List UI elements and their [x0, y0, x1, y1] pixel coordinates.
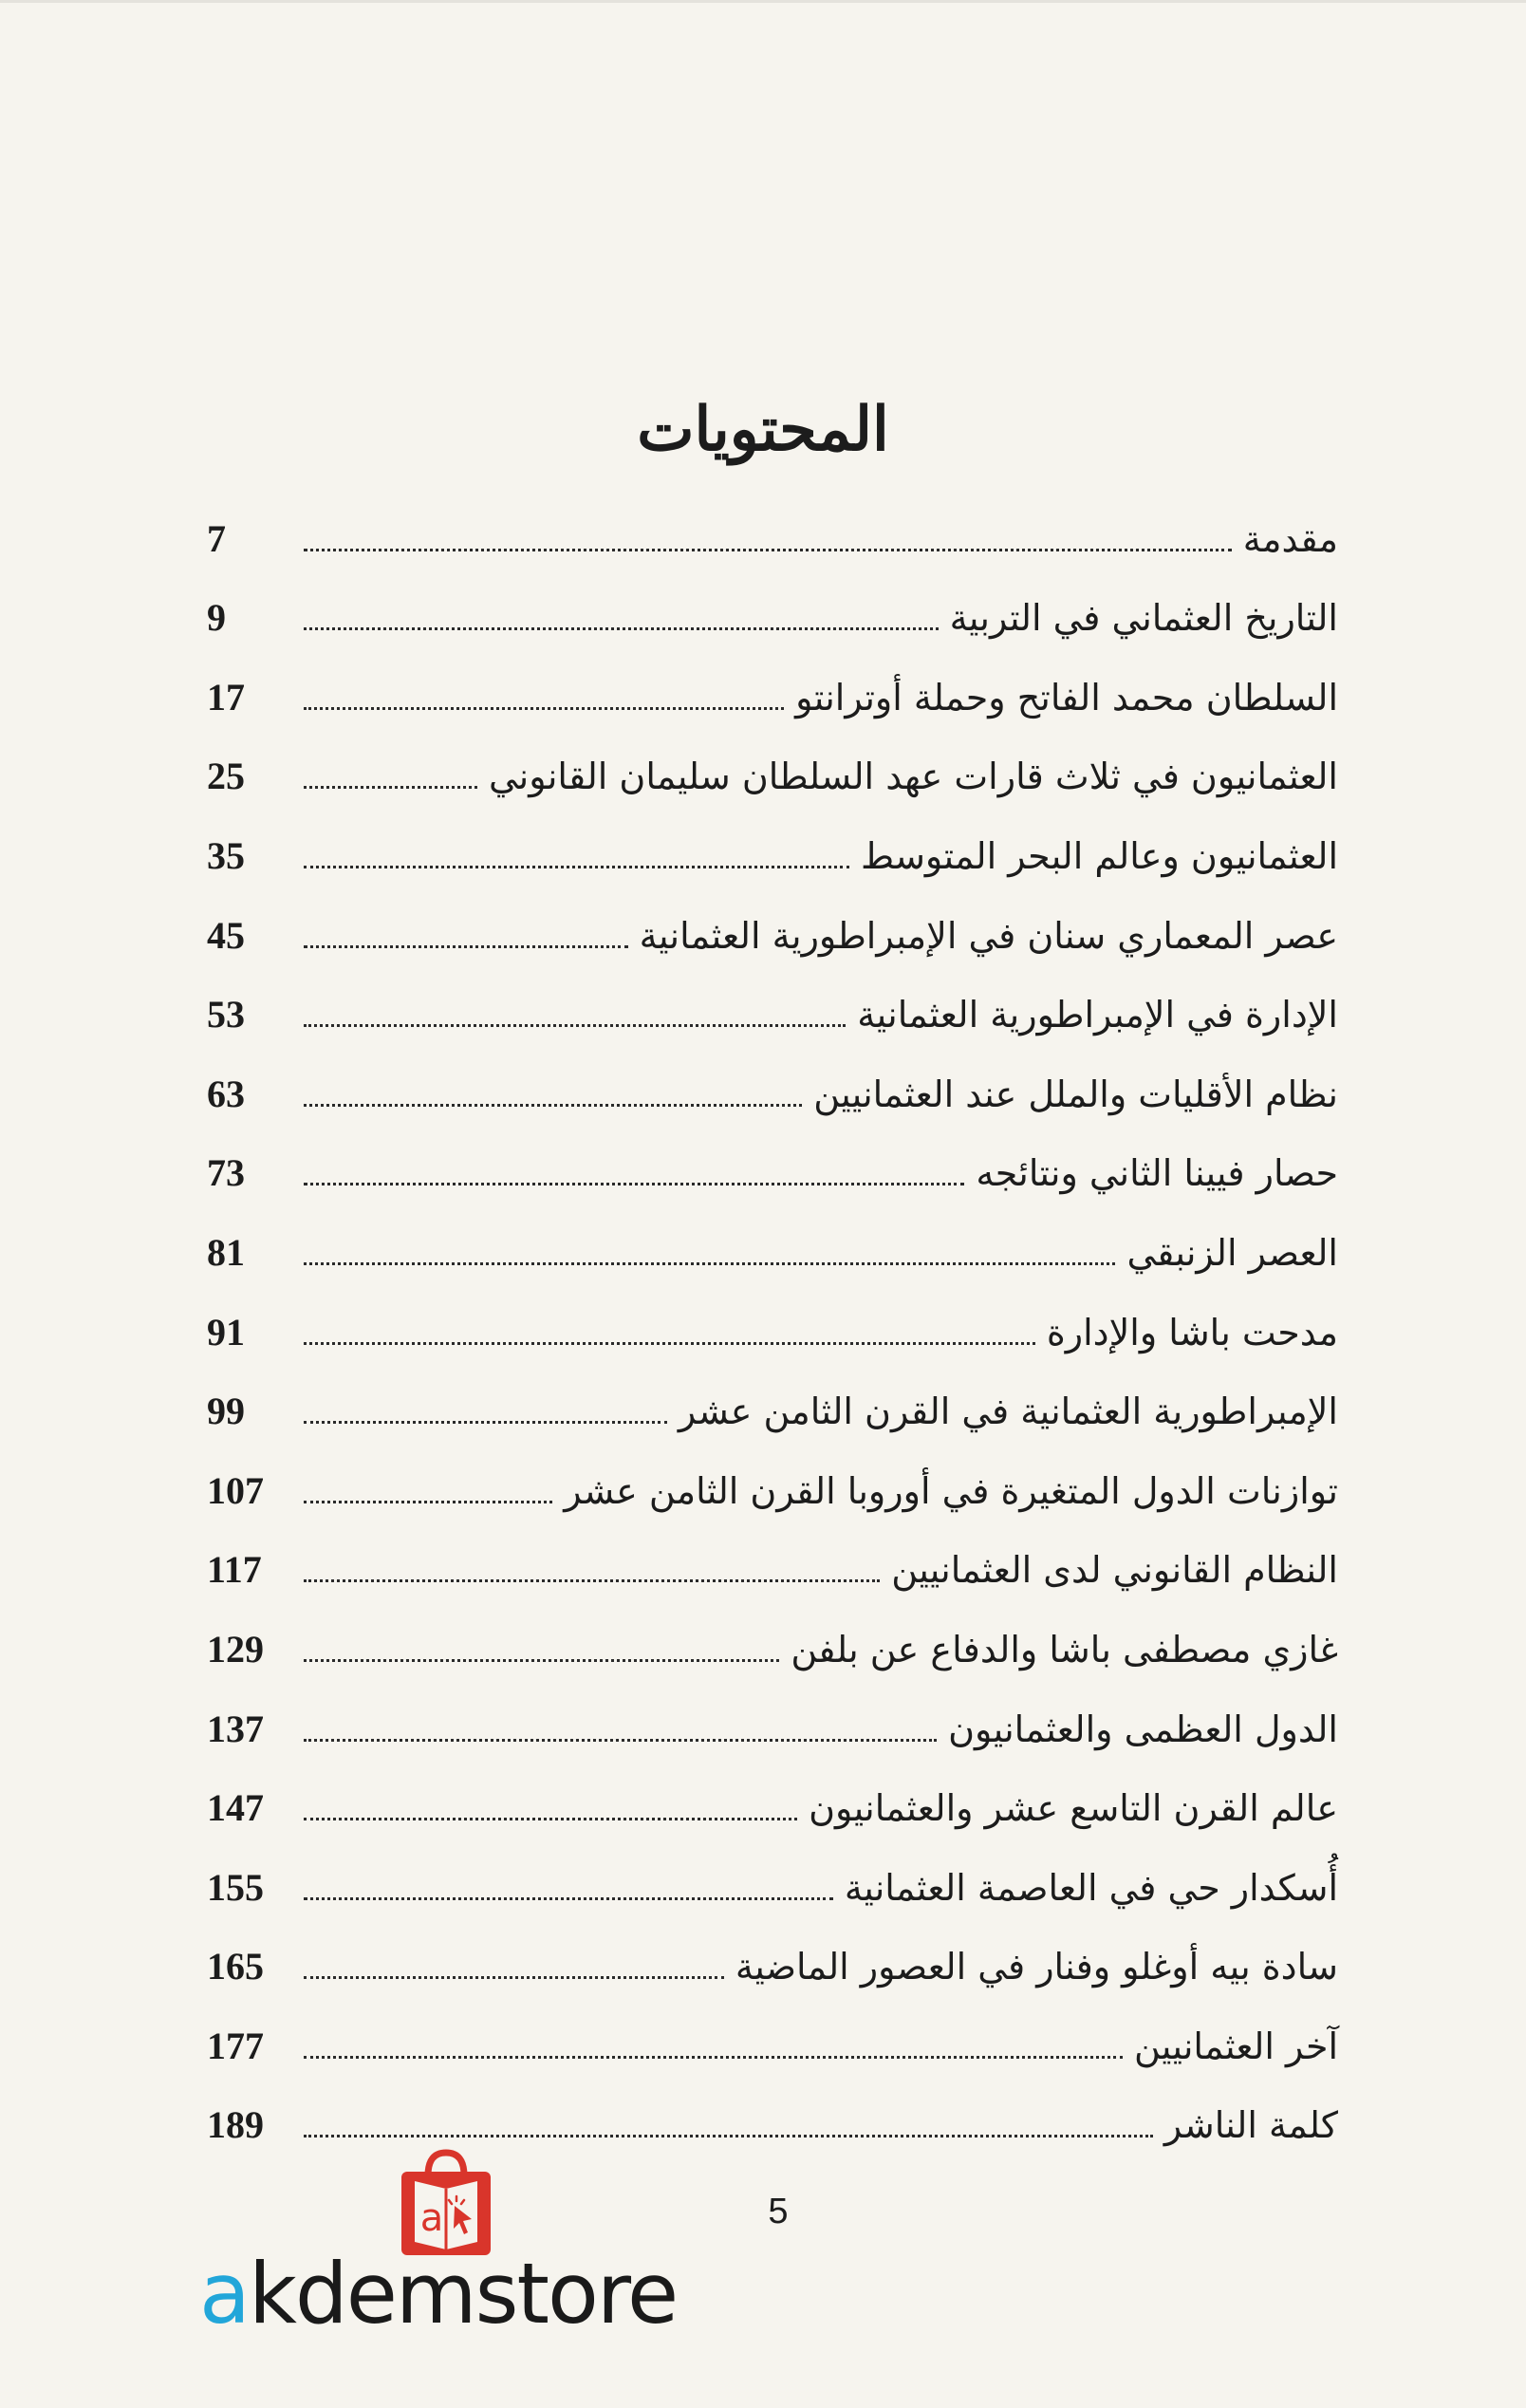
toc-entry [207, 1679, 1338, 1759]
toc-title: المحتويات [637, 393, 889, 465]
toc-entry [207, 2076, 1338, 2156]
toc-entry-page: 91 [207, 1310, 245, 1353]
toc-entry [207, 1124, 1338, 1204]
toc-entry [207, 1441, 1338, 1521]
dot-leader [304, 1104, 802, 1107]
dot-leader [304, 945, 628, 948]
toc-entry-page: 7 [207, 516, 226, 560]
dot-leader [304, 1024, 846, 1027]
dot-leader [304, 1262, 1115, 1265]
toc-entry-title: توازنات الدول المتغيرة في أوروبا القرن الثامن عشر [564, 1469, 1338, 1512]
toc-entry [207, 647, 1338, 727]
toc-entry-title: عصر المعماري سنان في الإمبراطورية العثمانية [639, 914, 1338, 957]
dot-leader [304, 1659, 779, 1662]
toc-entry-title: السلطان محمد الفاتح وحملة أوترانتو [795, 676, 1338, 719]
toc-entry-page: 35 [207, 833, 245, 877]
toc-entry [207, 569, 1338, 648]
dot-leader [304, 1421, 667, 1424]
toc-entry-title: نظام الأقليات والملل عند العثمانيين [813, 1073, 1338, 1115]
dot-leader [304, 1501, 552, 1503]
toc-entry-title: العثمانيون وعالم البحر المتوسط [861, 834, 1338, 877]
toc-entry-page: 53 [207, 993, 245, 1036]
toc-entry-page: 45 [207, 913, 245, 957]
toc-entry-page: 147 [207, 1786, 264, 1830]
toc-entry-page: 17 [207, 675, 245, 719]
page-top-edge [0, 0, 1526, 3]
toc-entry-page: 117 [207, 1548, 262, 1592]
toc-entry-title: التاريخ العثماني في التربية [949, 597, 1338, 640]
toc-entry-page: 25 [207, 755, 245, 798]
toc-entry [207, 806, 1338, 886]
book-bag-logo-icon [394, 2147, 498, 2261]
toc-entry [207, 1759, 1338, 1839]
dot-leader [304, 2056, 1123, 2059]
toc-entry [207, 1521, 1338, 1600]
dot-leader [304, 866, 849, 868]
toc-entry [207, 1362, 1338, 1442]
toc-entry [207, 1996, 1338, 2076]
dot-leader [304, 1739, 937, 1742]
toc-entry-title: عالم القرن التاسع عشر والعثمانيون [809, 1787, 1338, 1830]
dot-leader [304, 1897, 833, 1900]
toc-entry-title: سادة بيه أوغلو وفنار في العصور الماضية [735, 1946, 1338, 1988]
toc-entry [207, 1838, 1338, 1917]
toc-entry-page: 73 [207, 1151, 245, 1195]
toc-entry-page: 107 [207, 1468, 264, 1512]
toc-entry [207, 727, 1338, 807]
logo-wordmark [199, 2247, 693, 2342]
toc-entry-title: الدول العظمى والعثمانيون [948, 1708, 1338, 1750]
toc-entry [207, 1282, 1338, 1362]
logo-wordmark-a: a [199, 2245, 249, 2343]
toc-entry [207, 1044, 1338, 1124]
toc-entry-title: الإدارة في الإمبراطورية العثمانية [857, 994, 1338, 1036]
dot-leader [304, 707, 784, 710]
toc-entry-title: النظام القانوني لدى العثمانيين [891, 1549, 1338, 1592]
toc-entry [207, 1917, 1338, 1997]
toc-entry-page: 129 [207, 1627, 264, 1671]
toc-entry [207, 1599, 1338, 1679]
toc-entry-page: 81 [207, 1230, 245, 1274]
toc-entry-title: كلمة الناشر [1163, 2104, 1338, 2147]
akdemstore-watermark [199, 2147, 693, 2343]
toc-entry-page: 63 [207, 1072, 245, 1115]
dot-leader [304, 786, 477, 789]
toc-entry [207, 965, 1338, 1045]
toc-entry-title: مدحت باشا والإدارة [1046, 1311, 1338, 1353]
toc-entry-page: 99 [207, 1390, 245, 1433]
toc-entry [207, 886, 1338, 965]
toc-entry-title: العصر الزنبقي [1126, 1231, 1338, 1274]
dot-leader [304, 1818, 797, 1820]
toc-entry-title: أُسكدار حي في العاصمة العثمانية [844, 1866, 1338, 1909]
page-number: 5 [768, 2192, 789, 2231]
toc-entry-title: مقدمة [1242, 517, 1338, 560]
toc-entry-page: 165 [207, 1945, 264, 1988]
toc-entry-title: الإمبراطورية العثمانية في القرن الثامن عشر [678, 1391, 1338, 1433]
dot-leader [304, 1976, 724, 1979]
logo-icon-letter: a [419, 2196, 444, 2240]
toc-entry-page: 177 [207, 2024, 264, 2067]
dot-leader [304, 1183, 964, 1185]
toc-entry-page: 9 [207, 596, 226, 640]
table-of-contents [207, 489, 1338, 2155]
toc-entry-title: غازي مصطفى باشا والدفاع عن بلفن [791, 1628, 1338, 1671]
toc-entry-page: 189 [207, 2103, 264, 2147]
toc-entry-page: 137 [207, 1707, 264, 1750]
dot-leader [304, 1579, 880, 1582]
toc-entry-title: حصار فيينا الثاني ونتائجه [976, 1152, 1338, 1195]
dot-leader [304, 627, 939, 630]
dot-leader [304, 2135, 1153, 2137]
logo-wordmark-rest: kdemstore [248, 2245, 678, 2343]
toc-entry-title: العثمانيون في ثلاث قارات عهد السلطان سليمان القانوني [488, 756, 1338, 798]
toc-entry-page: 155 [207, 1865, 264, 1909]
toc-entry [207, 1203, 1338, 1282]
toc-entry [207, 489, 1338, 569]
toc-entry-title: آخر العثمانيين [1133, 2025, 1338, 2067]
dot-leader [304, 1342, 1035, 1345]
dot-leader [304, 549, 1232, 551]
